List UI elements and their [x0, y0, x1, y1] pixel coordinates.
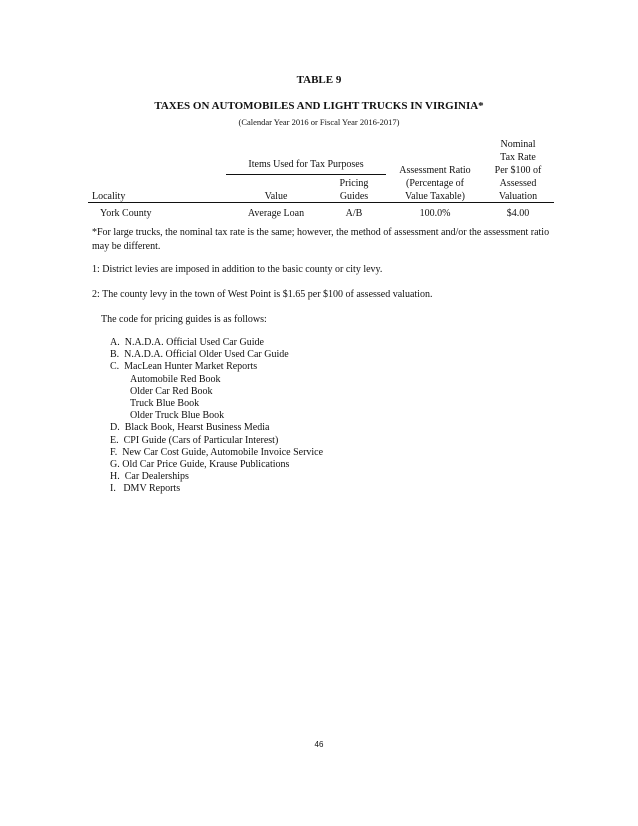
list-item: C. MacLean Hunter Market Reports: [110, 361, 258, 373]
header-assessment-ratio: [388, 164, 482, 203]
footnote-large-trucks: *For large trucks, the nominal tax rate is the same; however, the method of assessment and/or the assessment ratio may be different.: [92, 227, 550, 252]
pricing-guides-list: [110, 337, 323, 496]
header-rate-line: Per $100 of: [494, 165, 542, 176]
header-underline: [88, 202, 554, 203]
list-subitem: Older Truck Blue Book: [130, 410, 225, 422]
list-subitem: Older Car Red Book: [130, 385, 213, 397]
header-ratio-line: Assessment Ratio: [399, 165, 471, 176]
cell-pricing-guides: A/B: [345, 208, 363, 219]
list-item: E. CPI Guide (Cars of Particular Interest): [110, 434, 279, 446]
footnote-2: 2: The county levy in the town of West Point is $1.65 per $100 of assessed valuation.: [92, 289, 433, 300]
pricing-guides-intro: The code for pricing guides is as follows:: [101, 314, 267, 325]
header-value: Value: [264, 191, 288, 202]
header-pricing-line: Guides: [339, 191, 369, 202]
header-rate-line: Valuation: [498, 191, 538, 202]
cell-locality: York County: [100, 208, 152, 219]
header-group-rule: [226, 174, 386, 175]
header-rate-line: Nominal: [500, 139, 536, 150]
header-locality: Locality: [92, 191, 126, 202]
list-item: I. DMV Reports: [110, 483, 181, 495]
header-ratio-line: Value Taxable): [405, 191, 465, 202]
cell-assessment-ratio: 100.0%: [419, 208, 451, 219]
list-item: B. N.A.D.A. Official Older Used Car Guide: [110, 349, 289, 361]
header-pricing-line: Pricing: [339, 178, 369, 189]
table-label: TABLE 9: [296, 74, 342, 86]
header-items-used: Items Used for Tax Purposes: [248, 159, 364, 170]
list-item: A. N.A.D.A. Official Used Car Guide: [110, 337, 264, 348]
header-rate-line: Tax Rate: [500, 152, 536, 163]
cell-tax-rate: $4.00: [506, 208, 530, 219]
footnote-1: 1: District levies are imposed in addition to the basic county or city levy.: [92, 264, 383, 275]
list-item: G. Old Car Price Guide, Krause Publications: [110, 459, 290, 471]
cell-value: Average Loan: [247, 208, 305, 219]
header-pricing-guides: [330, 177, 378, 203]
header-ratio-line: (Percentage of: [405, 178, 465, 189]
page-number: 46: [314, 740, 324, 749]
table-title: TAXES ON AUTOMOBILES AND LIGHT TRUCKS IN VIRGINIA*: [154, 100, 484, 112]
list-subitem: Automobile Red Book: [130, 373, 221, 385]
list-item: H. Car Dealerships: [110, 471, 189, 483]
list-subitem: Truck Blue Book: [130, 398, 200, 410]
table-subtitle: (Calendar Year 2016 or Fiscal Year 2016-2017): [238, 117, 400, 127]
list-item: D. Black Book, Hearst Business Media: [110, 422, 270, 434]
list-item: F. New Car Cost Guide, Automobile Invoice Service: [110, 446, 324, 458]
header-tax-rate: [482, 138, 554, 203]
header-rate-line: Assessed: [499, 178, 537, 189]
